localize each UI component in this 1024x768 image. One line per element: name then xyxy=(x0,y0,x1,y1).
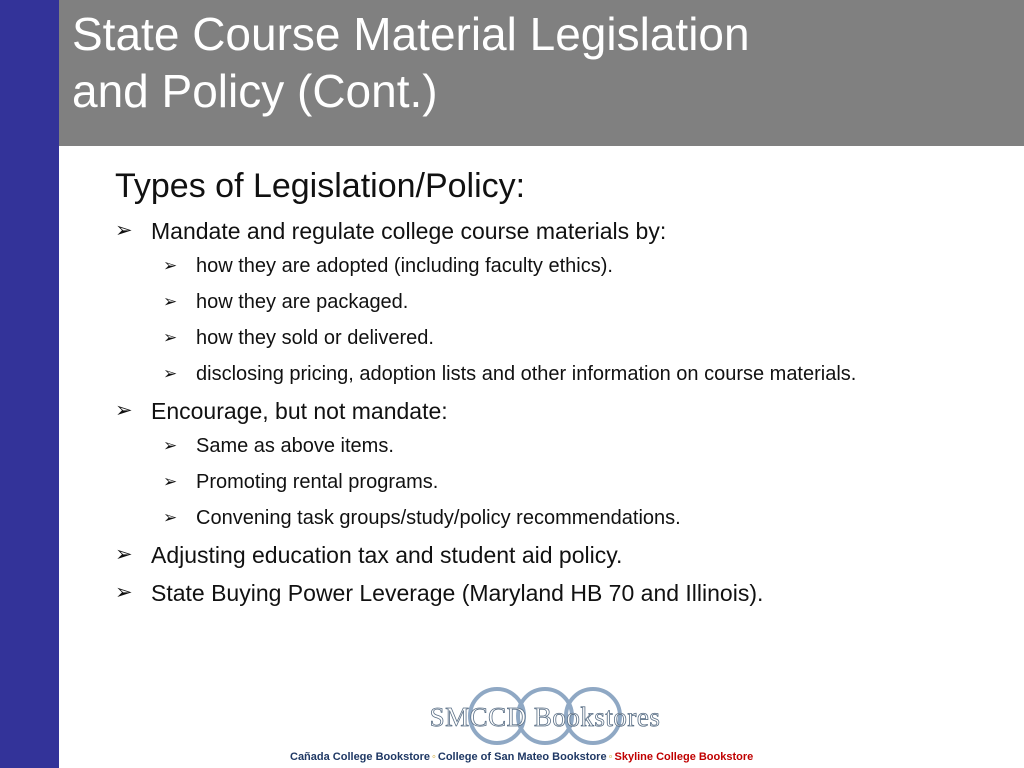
bullet-item xyxy=(115,216,975,388)
title-line-2: and Policy (Cont.) xyxy=(72,65,438,117)
sub-bullet-text: Same as above items. xyxy=(196,435,394,457)
sub-bullet-text: how they sold or delivered. xyxy=(196,327,434,349)
bullet-text: State Buying Power Leverage (Maryland HB 70 and Illinois). xyxy=(151,580,764,606)
bullet-item xyxy=(115,396,975,532)
bullet-item xyxy=(115,540,975,570)
bullet-text: Encourage, but not mandate: xyxy=(151,398,448,424)
logo-text: SMCCD Bookstores xyxy=(429,702,661,732)
sub-bullet-text: how they are packaged. xyxy=(196,291,409,313)
arrow-bullet-icon: ➢ xyxy=(163,436,178,455)
sub-bullet-item xyxy=(163,252,975,280)
footer-separator: ◦ xyxy=(431,751,436,763)
arrow-bullet-icon: ➢ xyxy=(163,364,178,383)
sub-bullet-item xyxy=(163,288,975,316)
footer-skyline-bookstore: Skyline College Bookstore xyxy=(614,751,754,763)
sub-bullet-list xyxy=(163,432,975,532)
slide-content xyxy=(115,164,975,616)
footer-canada-bookstore: Cañada College Bookstore xyxy=(290,751,430,763)
arrow-bullet-icon: ➢ xyxy=(115,399,133,422)
footer-bookstores xyxy=(290,751,810,763)
footer-separator: ◦ xyxy=(608,751,613,763)
sub-bullet-text: Convening task groups/study/policy recommendations. xyxy=(196,507,681,529)
sub-bullet-item xyxy=(163,468,975,496)
sub-bullet-text: Promoting rental programs. xyxy=(196,471,439,493)
arrow-bullet-icon: ➢ xyxy=(163,328,178,347)
left-accent-bar xyxy=(0,0,59,768)
arrow-bullet-icon: ➢ xyxy=(163,256,178,275)
arrow-bullet-icon: ➢ xyxy=(163,508,178,527)
sub-bullet-list xyxy=(163,252,975,388)
sub-bullet-text: how they are adopted (including faculty ethics). xyxy=(196,255,613,277)
arrow-bullet-icon: ➢ xyxy=(115,219,133,242)
smccd-bookstores-logo xyxy=(395,684,695,746)
arrow-bullet-icon: ➢ xyxy=(115,581,133,604)
title-line-1: State Course Material Legislation xyxy=(72,8,750,60)
sub-bullet-item xyxy=(163,504,975,532)
slide-title xyxy=(72,6,1012,120)
arrow-bullet-icon: ➢ xyxy=(163,472,178,491)
bullet-text: Adjusting education tax and student aid policy. xyxy=(151,542,623,568)
sub-bullet-item xyxy=(163,324,975,352)
sub-bullet-item xyxy=(163,360,975,388)
bullet-list xyxy=(115,216,975,608)
footer-csm-bookstore: College of San Mateo Bookstore xyxy=(437,751,607,763)
content-heading: Types of Legislation/Policy: xyxy=(115,167,526,205)
arrow-bullet-icon: ➢ xyxy=(163,292,178,311)
bullet-item xyxy=(115,578,975,608)
sub-bullet-text: disclosing pricing, adoption lists and other information on course materials. xyxy=(196,363,857,385)
sub-bullet-item xyxy=(163,432,975,460)
bullet-text: Mandate and regulate college course materials by: xyxy=(151,218,667,244)
arrow-bullet-icon: ➢ xyxy=(115,543,133,566)
